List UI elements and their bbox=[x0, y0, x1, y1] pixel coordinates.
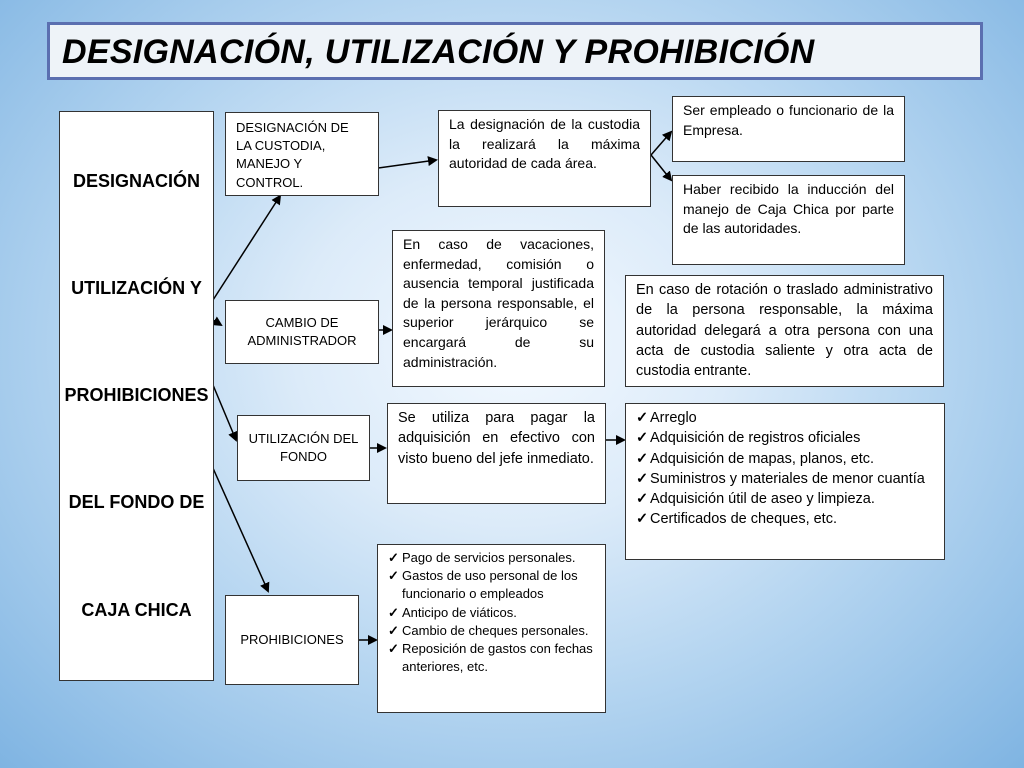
usos-item: ✓ Suministros y materiales de menor cuantía bbox=[636, 469, 936, 489]
main-topic-box bbox=[59, 111, 214, 681]
main-line-caja-chica: CAJA CHICA bbox=[81, 599, 192, 620]
detail-rotacion: En caso de rotación o traslado administrativo de la persona responsable, la máxima autoridad delegará a otra persona con una acta de custodia saliente y otra acta de custodia entrante. bbox=[625, 275, 944, 387]
category-prohibiciones: PROHIBICIONES bbox=[225, 595, 359, 685]
slide-title: DESIGNACIÓN, UTILIZACIÓN Y PROHIBICIÓN bbox=[62, 33, 815, 71]
usos-item: ✓ Adquisición de mapas, planos, etc. bbox=[636, 449, 936, 469]
usos-item: ✓ Certificados de cheques, etc. bbox=[636, 509, 936, 529]
arrow-detail-to-req2 bbox=[651, 155, 671, 180]
detail-requirement-1: Ser empleado o funcionario de la Empresa. bbox=[672, 96, 905, 162]
detail-designacion: La designación de la custodia la realizará la máxima autoridad de cada área. bbox=[438, 110, 651, 207]
category-utilizacion: UTILIZACIÓN DEL FONDO bbox=[237, 415, 370, 481]
detail-cambio: En caso de vacaciones, enfermedad, comisión o ausencia temporal justificada de la persona responsable, el superior jerárquico se encargará de su administración. bbox=[392, 230, 605, 387]
arrow-detail-to-req1 bbox=[651, 132, 671, 155]
arrow-desig-to-detail bbox=[378, 160, 436, 168]
detail-utilizacion: Se utiliza para pagar la adquisición en efectivo con visto bueno del jefe inmediato. bbox=[387, 403, 606, 504]
prohibicion-item: ✓ Cambio de cheques personales. bbox=[388, 622, 597, 640]
prohibicion-item: ✓ Reposición de gastos con fechas anteriores, etc. bbox=[388, 640, 597, 676]
arrow-to-cambio bbox=[213, 320, 221, 325]
usos-item: ✓ Arreglo bbox=[636, 408, 936, 428]
main-line-prohibiciones: PROHIBICIONES bbox=[64, 385, 209, 406]
main-line-fondo: DEL FONDO DE bbox=[68, 492, 205, 513]
detail-requirement-2: Haber recibido la inducción del manejo de Caja Chica por parte de las autoridades. bbox=[672, 175, 905, 265]
category-designacion: DESIGNACIÓN DE LA CUSTODIA, MANEJO Y CONTROL. bbox=[225, 112, 379, 196]
prohibicion-item: ✓ Gastos de uso personal de los funcionario o empleados bbox=[388, 567, 597, 603]
prohibicion-item: ✓ Pago de servicios personales. bbox=[388, 549, 597, 567]
usos-item: ✓ Adquisición de registros oficiales bbox=[636, 428, 936, 448]
category-cambio: CAMBIO DE ADMINISTRADOR bbox=[225, 300, 379, 364]
arrow-to-utilizacion bbox=[213, 385, 236, 440]
arrow-to-designacion bbox=[213, 196, 280, 300]
usos-item: ✓ Adquisición útil de aseo y limpieza. bbox=[636, 489, 936, 509]
prohibiciones-list-box bbox=[377, 544, 606, 713]
main-line-utilizacion: UTILIZACIÓN Y bbox=[71, 278, 202, 299]
prohibicion-item: ✓ Anticipo de viáticos. bbox=[388, 604, 597, 622]
main-line-designacion: DESIGNACIÓN bbox=[72, 170, 200, 191]
usos-list-box bbox=[625, 403, 945, 560]
